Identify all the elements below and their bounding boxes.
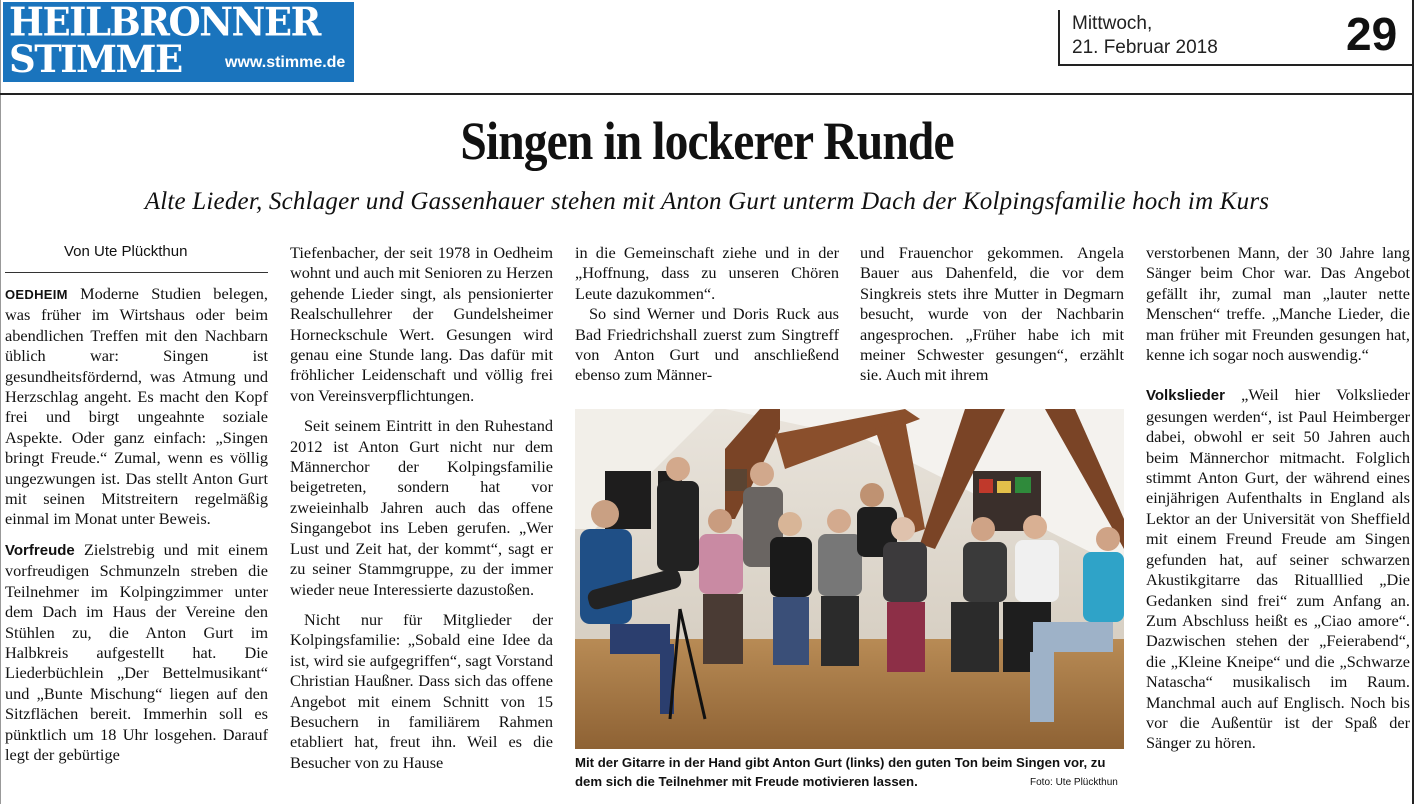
logo-url: www.stimme.de bbox=[225, 54, 346, 71]
section-keyword: Volkslieder bbox=[1146, 387, 1225, 405]
paragraph: verstorbenen Mann, der 30 Jahre lang Sänger beim Chor war. Das Angebot gefällt ihr, zumal man „lauter nette Menschen“ treffe. „Manche Lieder, die man früher mit Freunden gesungen hat, kenne ich sogar noch auswendig.“ bbox=[1146, 243, 1410, 365]
article-column-3 bbox=[575, 243, 839, 386]
section-keyword: Vorfreude bbox=[5, 541, 75, 559]
date-box-rule bbox=[1058, 64, 1414, 66]
article-column-5 bbox=[1146, 243, 1410, 754]
issue-date bbox=[1072, 12, 1218, 60]
page-number: 29 bbox=[1346, 8, 1398, 60]
article-column-2 bbox=[290, 243, 553, 773]
photo-illustration bbox=[575, 409, 1124, 749]
header-rule bbox=[0, 93, 1414, 95]
paragraph: Moderne Studien belegen, was früher im Wirtshaus oder beim abendlichen Treffen mit den Nachbarn üblich war: Singen ist gesundheitsfördernd, was Atmung und Herzschlag angeht. Es macht den Kopf frei und birgt ungeahnte soziale Aspekte. Oder ganz einfach: „Singen bringt Freude.“ Zumal, wenn es völlig ungezwungen ist. Das stellt Anton Gurt mit seinen Mitstreitern regelmäßig einmal im Monat unter Beweis. bbox=[5, 284, 269, 529]
byline-rule bbox=[5, 272, 268, 273]
article-headline: Singen in lockerer Runde bbox=[460, 111, 954, 171]
article-photo bbox=[575, 409, 1124, 749]
paragraph: in die Gemeinschaft ziehe und in der „Hoffnung, dass zu unseren Chören Leute dazukommen“. bbox=[575, 243, 839, 303]
paragraph: Tiefenbacher, der seit 1978 in Oedheim wohnt und auch mit Senioren zu Herzen gehende Lieder singt, als pensionierter Realschullehrer der Gundelsheimer Horneckschule Wert. Gesungen wird genau eine Stunde lang. Das dafür mit fröhlicher Leidenschaft und völlig frei von Vereinsverpflichtungen. bbox=[290, 243, 553, 405]
newspaper-logo bbox=[3, 2, 354, 82]
dateline: OEDHEIM bbox=[5, 287, 68, 302]
paragraph: Seit seinem Eintritt in den Ruhestand 2012 ist Anton Gurt nicht nur dem Männerchor der Kolpingsfamilie beigetreten, sondern hat vor zweieinhalb Jahren auch das offene Singangebot ins Leben gerufen. „Wer Lust und Zeit hat, der kommt“, sagt er zu seiner Stammgruppe, zu der immer wieder neue Interessierte dazustoßen. bbox=[290, 416, 553, 599]
paragraph: Zielstrebig und mit einem vorfreudigen Schmunzeln streben die Teilnehmer im Kolpingzimmer unter dem Dach im Haus der Vereine den Stühlen zu, die Anton Gurt im Halbkreis aufgestellt hat. Die Liederbüchlein „Der Bettelmusikant“ und „Bunte Mischung“ liegen auf den Sitzflächen bereit. Immerhin soll es pünktlich um 18 Uhr losgehen. Darauf legt der gebürtige bbox=[5, 539, 268, 764]
paragraph: und Frauenchor gekommen. Angela Bauer aus Dahenfeld, die vor dem Singkreis stets ihre Mutter in Degmarn besucht, wurde von der Nachbarin angesprochen. „Früher habe ich mit meiner Schwester gesungen“, erzählt sie. Auch mit ihrem bbox=[860, 243, 1124, 385]
paragraph: So sind Werner und Doris Ruck aus Bad Friedrichshall zuerst zum Singtreff von Anton Gurt und anschließend ebenso zum Männer- bbox=[575, 304, 839, 385]
article-column-1 bbox=[5, 284, 268, 765]
logo-line2: STIMME bbox=[9, 37, 182, 81]
date-box-divider bbox=[1058, 10, 1060, 66]
photo-credit: Foto: Ute Plückthun bbox=[1030, 777, 1118, 788]
issue-weekday: Mittwoch, bbox=[1072, 13, 1153, 34]
photo-caption: Mit der Gitarre in der Hand gibt Anton Gurt (links) den guten Ton beim Singen vor, zu dem sich die Teilnehmer mit Freude motivieren lassen. bbox=[575, 755, 1106, 789]
paragraph: Nicht nur für Mitglieder der Kolpingsfamilie: „Sobald eine Idee da ist, wird sie aufgegriffen“, sagt Vorstand Christian Haußner. Dass sich das offene Angebot mit einem Schnitt von 15 Besuchern in familiärem Rahmen etabliert hat, freut ihn. Weil es die Besucher von zu Hause bbox=[290, 609, 553, 772]
article-subheadline: Alte Lieder, Schlager und Gassenhauer stehen mit Anton Gurt unterm Dach der Kolpingsfamilie hoch im Kurs bbox=[144, 188, 1270, 215]
issue-date-value: 21. Februar 2018 bbox=[1072, 37, 1218, 58]
article-column-4 bbox=[860, 243, 1124, 386]
logo-line1: HEILBRONNER bbox=[9, 0, 320, 46]
byline: Von Ute Plückthun bbox=[64, 243, 188, 260]
paragraph: „Weil hier Volkslieder gesungen werden“, ist Paul Heimberger dabei, obwohl er seit 50 Jahren auch beim Männerchor mitmacht. Folglich stimmt Anton Gurt, der während eines einjährigen Aufenthalts in England als Lektor an der Universität von Sheffield mit einem Freund Freude am Singen gefunden hat, auf seiner schwarzen Akustikgitarre das Ritualllied „Die Gedanken sind frei“ zum Anfang an. Zum Abschluss heißt es „Ciao amore“. Dazwischen stehen der „Feierabend“, die „Kleine Kneipe“ und die „Schwarze Natascha“ musikalisch im Raum. Manchmal auch auf Englisch. Noch bis vor die Außentür ist der Spaß der Sänger zu hören. bbox=[1146, 385, 1410, 753]
